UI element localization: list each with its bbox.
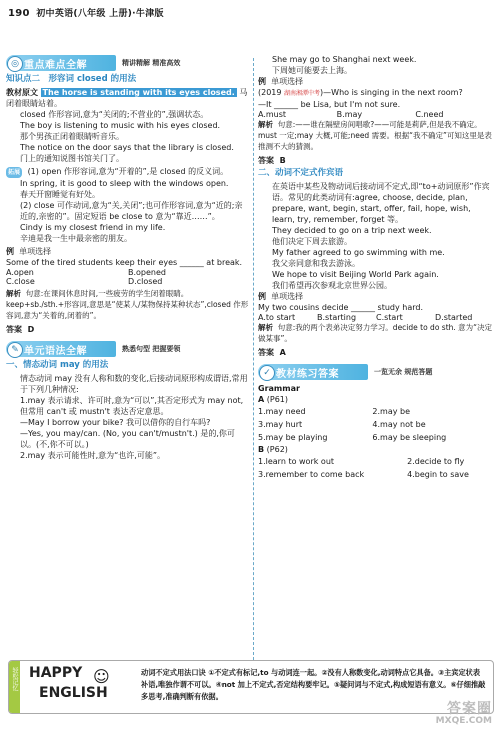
example-zh: 我父亲同意和我去游泳。 [272,259,360,268]
grammar-point: 2.may 表示可能性时,意为“也许,可能”。 [20,451,165,460]
answer [258,155,494,166]
banner-subtitle: 精讲精解 精准高效 [122,59,181,67]
answer-item: 6.may be sleeping [372,433,447,442]
option-a: A.must [258,110,287,119]
example-zh: 那个男孩正闭着眼睛听音乐。 [20,132,124,141]
option-c: C.need [415,110,444,119]
option-b: B.opened [128,268,166,277]
answer-label: 答案 [6,325,22,334]
cartoon-figure-icon: ☺ [93,667,110,686]
grammar-section-title: 一、情态动词 may 的用法 [6,360,109,370]
analysis [6,288,250,321]
textbook-excerpt [6,87,250,109]
textbook-label: 教材原文 [6,88,38,97]
example-zh: 门上的通知说图书馆关门了。 [20,154,124,163]
part-a-heading [258,394,494,405]
option-b: B.may [336,110,363,119]
answer-item: 2.may be [372,407,410,416]
example-en: We hope to visit Beijing World Park again. [272,270,439,279]
watermark-url: MXQE.COM [435,716,492,726]
options-row [6,277,250,286]
example-en: The notice on the door says that the library is closed. [20,143,234,152]
banner-subtitle: 一览无余 规范答题 [374,368,433,376]
grammar-text: 情态动词 may 没有人称和数的变化,后接动词原形构成谓语,常用于下列几种情况: [20,374,248,394]
example-en: They decided to go on a trip next week. [272,226,432,235]
answer [258,347,494,358]
textbook-sentence: The horse is standing with its eyes closed. [42,88,235,97]
answer-row [258,455,494,468]
options-row [258,110,494,119]
part-page: (P61) [266,395,288,404]
analysis [258,322,494,344]
textbook-translation: 马闭着眼睛站着。 [6,88,248,108]
explanation: closed 作形容词,意为“关闭的;不营业的”,强调状态。 [20,110,209,119]
grammar-text: 在英语中某些及物动词后接动词不定式,即“to+动词原形”作宾语。常见的此类动词有:agree, choose, decide, plan, prepare, want, begin, start, offer, fail, hope, wish, learn, try, remember, forget 等。 [272,182,490,224]
answer-item: 3.may hurt [258,420,303,429]
mnemonic-title: 动词不定式用法口诀 [141,668,206,677]
example-en: —Yes, you may/can. (No, you can't/mustn't.) 是的,你可以。(不,你不可以。) [20,429,235,449]
analysis-text: 句意:我的两个表弟决定努力学习。decide to do sth. 意为“决定做某事”。 [258,323,493,343]
options-row [6,268,250,277]
answer-value: B [279,156,286,165]
answer-item: 5.may be playing [258,433,328,442]
option-c: C.close [6,277,35,286]
answer-item: 3.remember to come back [258,470,365,479]
side-strip [9,661,20,713]
target-icon: ◎ [7,56,23,72]
logo-happy: HAPPY [29,665,83,681]
extension-text: (2) close 可作动词,意为“关,关闭”;也可作形容词,意为“近的;亲近的,亲密的”。固定短语 be close to 意为“靠近……”。 [20,201,243,221]
question-text: My two cousins decide ______ study hard. [258,303,424,312]
part-page: (P62) [266,445,288,454]
column-divider [253,58,254,670]
analysis-text: 句意:——谁在隔壁房间唱歌?——可能是莉萨,但是我不确定。must 一定;may 大概,可能;need 需要。根据“我不确定”可知这里是表推测不大的猜测。 [258,120,492,151]
example-zh: 辛迪是我一生中最亲密的朋友。 [20,234,132,243]
example-zh: 春天开窗睡觉有好处。 [20,190,100,199]
example-type: 单项选择 [271,292,304,301]
extension-note [6,166,250,178]
page-header [8,6,164,19]
answer-value: A [279,348,286,357]
analysis-text: 句意:在课间休息时间,一些疲劳的学生闭着眼睛。keep+sb./sth.+形容词,意思是“使某人/某物保持某种状态”,closed 作形容词,意为“关着的,闭着的”。 [6,289,249,320]
example-type: 单项选择 [271,77,304,86]
mnemonic-box [8,660,494,714]
answer-item: 1.may need [258,407,306,416]
analysis-label: 解析 [258,323,273,332]
extension-tag: 拓展 [8,169,21,176]
answer [6,324,250,335]
option-b: B.starting [317,313,357,322]
answer-item: 4.may not be [372,420,426,429]
question-reply: —It ______ be Lisa, but I'm not sure. [258,100,401,109]
answer-row [258,418,494,431]
example-type: 单项选择 [19,247,52,256]
page-number: 190 [8,8,30,19]
watermark: 答案圈 [447,701,492,717]
side-label: 轻松记忆 [11,667,18,691]
question-source: 湖南湘潭中考 [284,90,321,97]
example-heading [258,291,494,302]
right-column [258,22,494,481]
grammar-point: 1.may 表示请求、许可时,意为“可以”,其否定形式为 may not,但常用 can't 或 mustn't 表达否定意思。 [20,396,244,416]
part-b-answers [258,455,494,481]
example-label: 例 [258,292,266,301]
banner-key-points [6,55,250,71]
book-title: 初中英语(八年级 上册)·牛津版 [36,9,164,19]
banner-title: 教材练习答案 [276,369,339,380]
example-en: Cindy is my closest friend in my life. [20,223,166,232]
extension-text: (1) open 作形容词,意为“开着的”,是 closed 的反义词。 [27,167,229,176]
answer-value: D [27,325,35,334]
analysis-label: 解析 [6,289,21,298]
part-b-heading [258,444,494,455]
option-a: A.to start [258,313,296,322]
question-body: )—Who is singing in the next room? [320,88,463,97]
example-en: In spring, it is good to sleep with the windows open. [20,179,229,188]
answer-row [258,405,494,418]
option-a: A.open [6,268,34,277]
example-zh: 他们决定下周去旅游。 [272,237,352,246]
part-a-answers [258,405,494,444]
knowledge-point-title: 知识点二 形容词 closed 的用法 [6,74,137,84]
example-zh: 我们希望再次参观北京世界公园。 [272,281,392,290]
option-c: C.start [376,313,403,322]
part-label: A [258,395,265,404]
banner-title: 重点难点全解 [24,60,87,71]
example-en: She may go to Shanghai next week. [272,55,417,64]
answer-label: 答案 [258,156,274,165]
answer-item: 2.decide to fly [407,457,465,466]
option-d: D.closed [128,277,163,286]
option-d: D.started [435,313,473,322]
answer-row [258,468,494,481]
example-en: —May I borrow your bike? 我可以借你的自行车吗? [20,418,211,427]
grammar-section-title: 二、动词不定式作宾语 [258,168,344,178]
book-icon: ✎ [7,342,23,358]
question-text: Some of the tired students keep their eyes ______ at break. [6,258,243,267]
analysis-label: 解析 [258,120,273,129]
left-column [6,22,250,461]
example-en: The boy is listening to music with his eyes closed. [20,121,221,130]
example-label: 例 [258,77,266,86]
example-heading [6,246,250,257]
banner-grammar [6,341,250,357]
example-en: My father agreed to go swimming with me. [272,248,445,257]
banner-subtitle: 熟悉句型 把握要领 [122,345,181,353]
answer-row [258,431,494,444]
banner-textbook-answers [258,364,494,380]
example-label: 例 [6,247,14,256]
mnemonic-text [141,667,487,703]
logo-english: ENGLISH [39,685,108,701]
happy-english-logo [23,665,123,709]
options-row [258,313,494,322]
analysis [258,119,494,152]
part-label: B [258,445,265,454]
example-zh: 下周她可能要去上海。 [272,66,352,75]
mnemonic-body: ①不定式有标记,to 与动词连一起。②没有人称数变化,动词特点它具备。③主宾定状表补语,唯独作谓不可以。④not 加上不定式,否定结构要牢记。⑤疑问词与不定式,构成短语有意义。⑥仔细推敲多思考,准确判断有依据。 [141,668,486,701]
question-text [258,87,494,99]
answer-item: 4.begin to save [407,470,469,479]
check-icon: ✓ [259,365,275,381]
grammar-heading: Grammar [258,384,300,393]
banner-title: 单元语法全解 [24,346,87,357]
example-heading [258,76,494,87]
answer-item: 1.learn to work out [258,457,335,466]
answer-label: 答案 [258,348,274,357]
question-year: (2019 [258,88,285,97]
